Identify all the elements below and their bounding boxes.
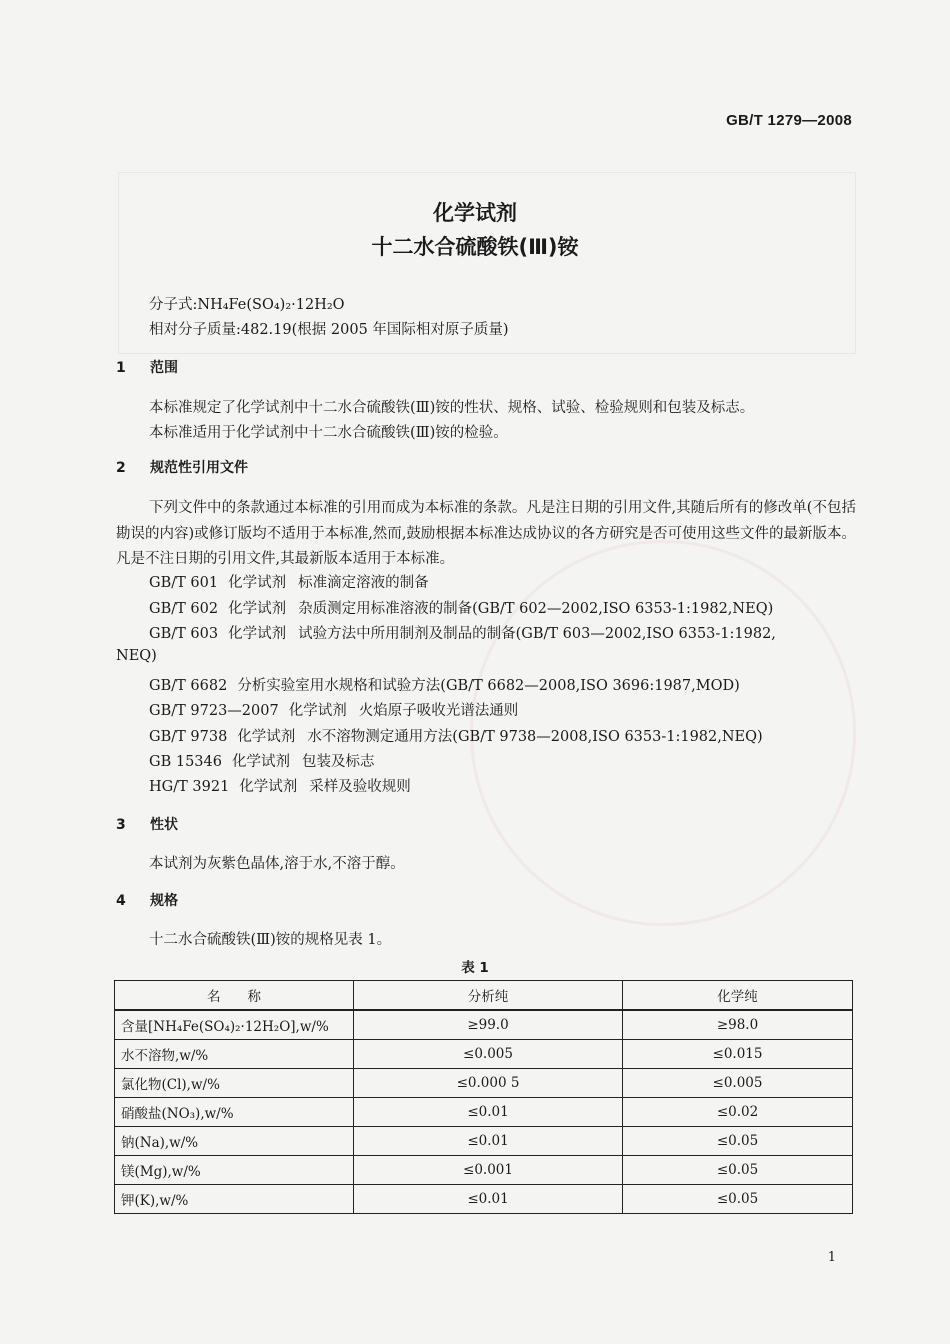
cell-analytical: ≤0.01 [354, 1127, 623, 1156]
cell-name: 氯化物(Cl),w/% [115, 1069, 354, 1098]
reference-item [149, 674, 740, 695]
cell-chemical: ≤0.05 [623, 1127, 853, 1156]
reference-item [149, 597, 773, 618]
reference-item [149, 725, 763, 746]
ref-code: GB/T 6682 [149, 678, 228, 694]
cell-chemical: ≤0.015 [623, 1040, 853, 1069]
properties-paragraph: 本试剂为灰紫色晶体,溶于水,不溶于醇。 [149, 856, 405, 872]
cell-analytical: ≤0.005 [354, 1040, 623, 1069]
section-title: 性状 [150, 817, 178, 833]
ref-desc: 分析实验室用水规格和试验方法(GB/T 6682—2008,ISO 3696:1987,MOD) [237, 678, 740, 694]
section-title: 规格 [150, 893, 178, 909]
ref-code: HG/T 3921 [149, 779, 230, 795]
ref-name: 化学试剂 [239, 779, 298, 795]
molar-mass: 相对分子质量:482.19(根据 2005 年国际相对原子质量) [149, 322, 509, 338]
section-1-heading [116, 357, 178, 377]
ref-code: GB/T 9738 [149, 729, 228, 745]
ref-name: 化学试剂 [288, 703, 347, 719]
title-category: 化学试剂 [433, 201, 517, 225]
section-title: 规范性引用文件 [150, 460, 248, 476]
reference-item [149, 750, 374, 771]
ref-code: GB/T 9723—2007 [149, 703, 279, 719]
ref-name: 化学试剂 [237, 729, 296, 745]
cell-name: 硝酸盐(NO₃),w/% [115, 1098, 354, 1127]
title-compound: 十二水合硫酸铁(Ⅲ)铵 [371, 235, 579, 259]
references-intro: 下列文件中的条款通过本标准的引用而成为本标准的条款。凡是注日期的引用文件,其随后所有的修改单(不包括勘误的内容)或修订版均不适用于本标准,然而,鼓励根据本标准达成协议的各方研究是否可使用这些文件的最新版本。凡是不注日期的引用文件,其最新版本适用于本标准。 [116, 500, 856, 567]
cell-analytical: ≤0.01 [354, 1185, 623, 1214]
table-row [115, 1156, 853, 1185]
ref-desc: 采样及验收规则 [309, 779, 411, 795]
header-analytical: 分析纯 [354, 981, 623, 1011]
ref-code: GB 15346 [149, 754, 222, 770]
table-row [115, 1069, 853, 1098]
reference-item-continuation: NEQ) [116, 648, 157, 664]
ref-desc: 包装及标志 [301, 754, 375, 770]
page-number: 1 [827, 1250, 836, 1265]
table-header-row [115, 981, 853, 1011]
cell-chemical: ≤0.02 [623, 1098, 853, 1127]
cell-name: 钾(K),w/% [115, 1185, 354, 1214]
header-name: 名 称 [115, 981, 354, 1011]
header-chemical: 化学纯 [623, 981, 853, 1011]
reference-item [149, 699, 518, 720]
ref-name: 化学试剂 [228, 575, 287, 591]
reference-item [149, 622, 776, 643]
cell-chemical: ≤0.05 [623, 1185, 853, 1214]
table-row [115, 1040, 853, 1069]
ref-code: GB/T 601 [149, 575, 219, 591]
ref-code: GB/T 603 [149, 626, 219, 642]
cell-analytical: ≤0.000 5 [354, 1069, 623, 1098]
ref-code: GB/T 602 [149, 601, 219, 617]
scope-paragraph-1: 本标准规定了化学试剂中十二水合硫酸铁(Ⅲ)铵的性状、规格、试验、检验规则和包装及标志。 [149, 400, 755, 416]
table-caption: 表 1 [461, 960, 489, 976]
cell-analytical: ≤0.01 [354, 1098, 623, 1127]
scope-paragraph-2: 本标准适用于化学试剂中十二水合硫酸铁(Ⅲ)铵的检验。 [149, 425, 508, 441]
cell-name: 含量[NH₄Fe(SO₄)₂·12H₂O],w/% [115, 1010, 354, 1040]
cell-chemical: ≤0.005 [623, 1069, 853, 1098]
section-number: 3 [116, 817, 126, 833]
ref-desc: 试验方法中所用制剂及制品的制备(GB/T 603—2002,ISO 6353-1:1982, [298, 626, 776, 642]
cell-name: 水不溶物,w/% [115, 1040, 354, 1069]
section-4-heading [116, 890, 178, 910]
cell-chemical: ≥98.0 [623, 1010, 853, 1040]
table-row [115, 1185, 853, 1214]
cell-name: 镁(Mg),w/% [115, 1156, 354, 1185]
section-2-heading [116, 457, 248, 477]
cell-name: 钠(Na),w/% [115, 1127, 354, 1156]
ref-desc: 水不溶物测定通用方法(GB/T 9738—2008,ISO 6353-1:1982,NEQ) [307, 729, 763, 745]
cell-analytical: ≤0.001 [354, 1156, 623, 1185]
table-row [115, 1010, 853, 1040]
ref-name: 化学试剂 [228, 626, 287, 642]
section-3-heading [116, 814, 178, 834]
section-title: 范围 [150, 360, 178, 376]
standard-code: GB/T 1279—2008 [726, 112, 852, 129]
specification-paragraph: 十二水合硫酸铁(Ⅲ)铵的规格见表 1。 [149, 932, 392, 948]
ref-desc: 杂质测定用标准溶液的制备(GB/T 602—2002,ISO 6353-1:1982,NEQ) [298, 601, 774, 617]
ref-desc: 标准滴定溶液的制备 [298, 575, 429, 591]
reference-item [149, 571, 429, 592]
section-number: 2 [116, 460, 126, 476]
ref-desc: 火焰原子吸收光谱法通则 [358, 703, 519, 719]
cell-chemical: ≤0.05 [623, 1156, 853, 1185]
section-number: 1 [116, 360, 126, 376]
table-row [115, 1098, 853, 1127]
molecular-formula: 分子式:NH₄Fe(SO₄)₂·12H₂O [149, 297, 345, 313]
ref-name: 化学试剂 [228, 601, 287, 617]
specification-table [114, 980, 853, 1214]
section-number: 4 [116, 893, 126, 909]
reference-item [149, 775, 411, 796]
cell-analytical: ≥99.0 [354, 1010, 623, 1040]
ref-name: 化学试剂 [231, 754, 290, 770]
table-row [115, 1127, 853, 1156]
